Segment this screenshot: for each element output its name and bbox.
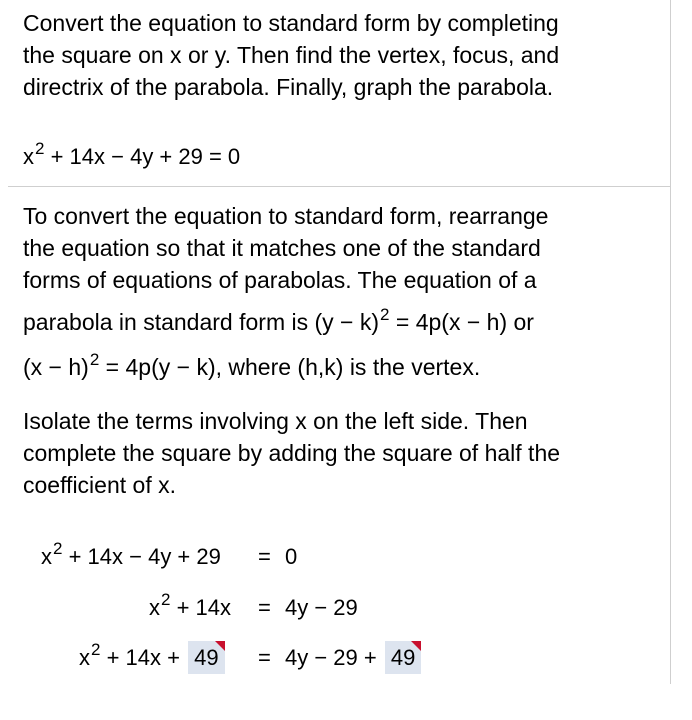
equation-base: x — [23, 144, 34, 169]
step1-lhs-exponent: 2 — [53, 539, 63, 558]
standard-form-x: (x − h) — [23, 354, 89, 380]
step-row-3-rhs — [285, 641, 421, 674]
problem-statement — [23, 7, 663, 103]
right-border-rule — [670, 0, 671, 684]
standard-form-y-rest: = 4p(x − h) or — [389, 309, 534, 335]
problem-line-2: the square on x or y. Then find the vertex, focus, and — [23, 42, 560, 68]
step3-lhs-rest: + 14x + — [100, 645, 187, 670]
explanation-line-1: To convert the equation to standard form, rearrange — [23, 203, 549, 229]
answer-box-left-value: 49 — [194, 645, 219, 670]
step-row-1-rhs: 0 — [285, 544, 298, 569]
feedback-flag-icon — [411, 641, 421, 651]
standard-form-y: parabola in standard form is (y − k) — [23, 309, 380, 335]
step2-lhs-base: x — [149, 595, 160, 620]
step2-lhs-rest: + 14x — [170, 595, 232, 620]
answer-box-right-value: 49 — [390, 645, 416, 670]
answer-box-right[interactable] — [385, 641, 421, 674]
step2-lhs-exponent: 2 — [161, 590, 171, 609]
feedback-flag-icon — [215, 641, 225, 651]
step3-rhs-expression: 4y − 29 + — [285, 645, 383, 670]
step-row-1-equals: = — [258, 544, 271, 569]
step-row-2-equals: = — [258, 595, 271, 620]
problem-line-1: Convert the equation to standard form by completing — [23, 10, 559, 36]
explanation-line-4 — [23, 306, 663, 341]
explanation-line-3: forms of equations of parabolas. The equation of a — [23, 267, 537, 293]
instruction-line-1: Isolate the terms involving x on the left side. Then — [23, 408, 528, 434]
standard-form-x-rest: = 4p(y − k), where (h,k) is the vertex. — [99, 354, 481, 380]
step-row-2-rhs: 4y − 29 — [285, 595, 358, 620]
problem-equation — [23, 139, 241, 170]
step-row-1-lhs — [41, 539, 221, 570]
answer-box-left[interactable] — [188, 641, 224, 674]
step1-lhs-rest: + 14x − 4y + 29 — [62, 544, 221, 569]
equation-exponent: 2 — [35, 139, 45, 158]
step-row-2-lhs — [149, 590, 232, 621]
standard-form-y-exponent: 2 — [380, 305, 390, 324]
instruction-line-3: coefficient of x. — [23, 472, 176, 498]
step1-lhs-base: x — [41, 544, 52, 569]
step-row-3-lhs — [79, 641, 225, 674]
explanation-line-5 — [23, 351, 663, 386]
explanation-line-2: the equation so that it matches one of the standard — [23, 235, 541, 261]
explanation-paragraph-2 — [23, 405, 663, 501]
step-row-3-equals: = — [258, 645, 271, 670]
explanation-paragraph-1 — [23, 200, 663, 386]
equation-rest: + 14x − 4y + 29 = 0 — [44, 144, 241, 169]
standard-form-x-exponent: 2 — [89, 350, 100, 369]
section-divider — [8, 186, 670, 187]
step3-lhs-base: x — [79, 645, 90, 670]
problem-line-3: directrix of the parabola. Finally, graph the parabola. — [23, 74, 554, 100]
instruction-line-2: complete the square by adding the square of half the — [23, 440, 561, 466]
step3-lhs-exponent: 2 — [91, 640, 101, 659]
